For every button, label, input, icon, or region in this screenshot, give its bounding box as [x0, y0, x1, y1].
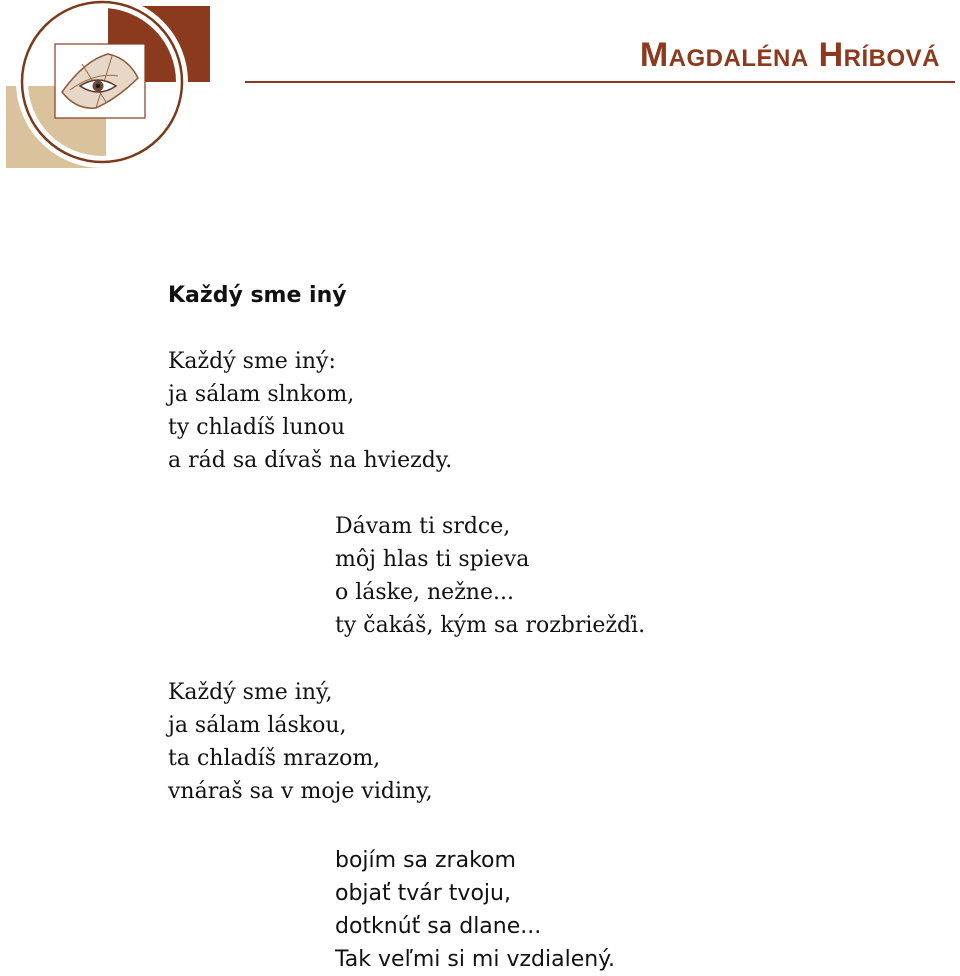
header-divider	[245, 81, 955, 83]
poem-line: o láske, nežne...	[335, 580, 514, 605]
stanza-2	[335, 510, 645, 642]
poem-line: môj hlas ti spieva	[335, 547, 530, 572]
poem-line: Každý sme iný,	[168, 680, 333, 705]
author-name: Magdaléna Hríbová	[639, 36, 940, 74]
poem-line: Tak veľmi si mi vzdialený.	[335, 947, 616, 972]
stanza-3	[168, 676, 433, 808]
poem-line: vnáraš sa v moje vidiny,	[168, 779, 433, 804]
poem-line: ja sálam láskou,	[168, 713, 347, 738]
poem-line: Každý sme iný:	[168, 349, 336, 374]
poem-line: ja sálam slnkom,	[168, 382, 355, 407]
poem-line: ta chladíš mrazom,	[168, 746, 381, 771]
poem-line: dotknúť sa dlane...	[335, 914, 542, 939]
stanza-1	[168, 345, 452, 477]
poem-line: bojím sa zrakom	[335, 848, 516, 873]
poem-line: a rád sa dívaš na hviezdy.	[168, 448, 453, 473]
poem-title: Každý sme iný	[168, 283, 347, 308]
poem-line: Dávam ti srdce,	[335, 514, 511, 539]
poem-line: objať tvár tvoju,	[335, 881, 511, 906]
stanza-4	[335, 844, 615, 976]
poem-line: ty čakáš, kým sa rozbriežďi.	[335, 613, 646, 638]
poem-line: ty chladíš lunou	[168, 415, 346, 440]
eye-leaf-logo-icon	[0, 0, 215, 172]
